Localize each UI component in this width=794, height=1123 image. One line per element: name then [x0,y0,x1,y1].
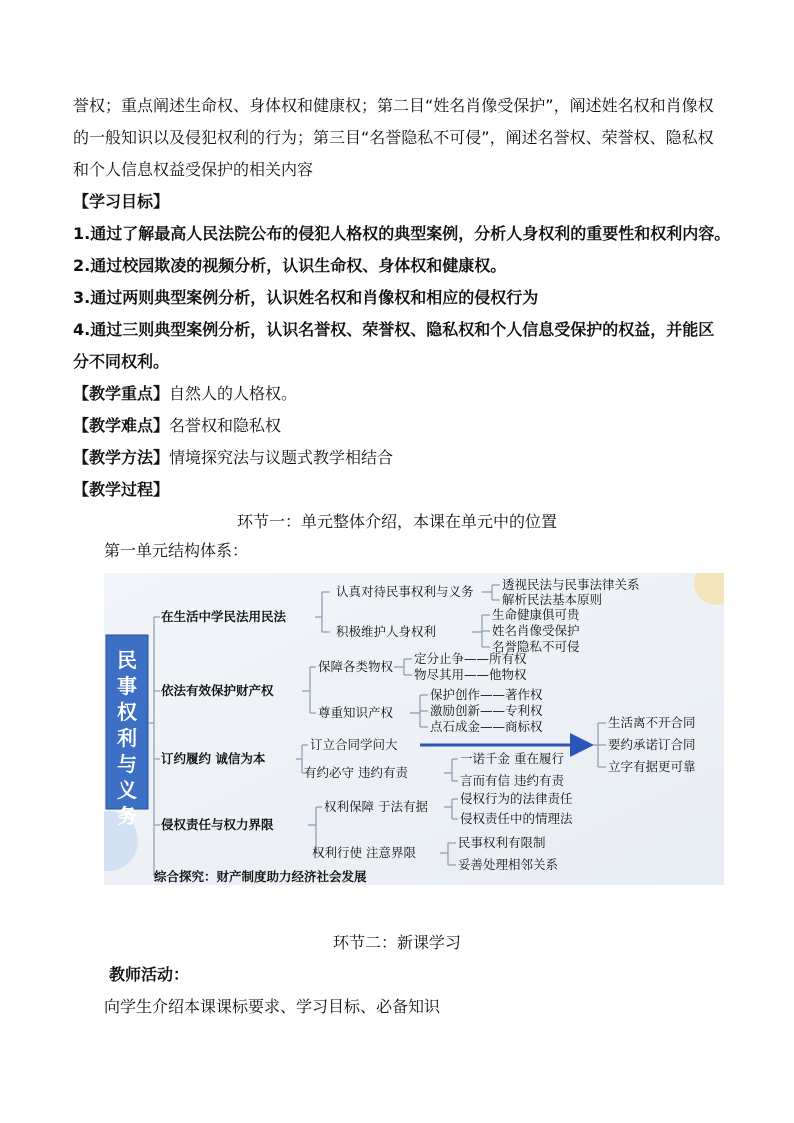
goal-4-line-2: 分不同权利。 [73,352,170,371]
leaf-b1-1a: 透视民法与民事法律关系 [502,577,640,592]
leaf-b3-1c: 立字有据更可靠 [608,759,696,774]
branch-2-label: 依法有效保护财产权 [161,683,274,698]
intro-line-1: 誉权；重点阐述生命权、身体权和健康权；第二目“姓名肖像受保护”，阐述姓名权和肖像权 [73,96,714,115]
difficult-points-value: 名誉权和隐私权 [169,416,282,435]
root-label-char: 民 [117,648,137,672]
branch-1-1-label: 认真对待民事权利与义务 [336,584,474,599]
branch-4-1-label: 权利保障 于法有据 [324,799,428,814]
branch-2-2-label: 尊重知识产权 [318,705,394,720]
unit-structure-diagram [104,573,724,885]
leaf-b2-1b: 物尽其用——他物权 [414,667,527,682]
root-label-char: 事 [117,674,137,698]
goal-4-line-1: 4.通过三则典型案例分析，认识名誉权、荣誉权、隐私权和个人信息受保护的权益，并能区 [73,320,715,339]
intro-line-2: 的一般知识以及侵犯权利的行为；第三目“名誉隐私不可侵”，阐述名誉权、荣誉权、隐私权 [73,128,714,147]
branch-4-2-label: 权利行使 注意界限 [312,845,416,860]
section1-subtitle: 第一单元结构体系： [104,541,249,560]
leaf-b2-2b: 激励创新——专利权 [430,703,543,718]
methods-value: 情境探究法与议题式教学相结合 [169,448,394,467]
key-points-label: 【教学重点】 [73,384,170,403]
section1-title: 环节一：单元整体介绍，本课在单元中的位置 [236,512,557,531]
branch-5-label: 综合探究：财产制度助力经济社会发展 [154,869,367,884]
leaf-b3-1a: 生活离不开合同 [608,715,696,730]
branch-2-1-label: 保障各类物权 [318,659,394,674]
root-label-char: 义 [117,778,137,802]
branch-3-2-label: 有约必守 违约有责 [304,765,408,780]
leaf-b1-2c: 名誉隐私不可侵 [492,639,580,654]
teaching-methods [73,448,393,468]
key-points-value: 自然人的人格权。 [169,384,298,403]
process-heading: 【教学过程】 [73,480,170,499]
leaf-b1-2b: 姓名肖像受保护 [492,623,580,638]
leaf-b4-1a: 侵权行为的法律责任 [460,791,573,806]
difficult-points [73,416,281,436]
goal-1: 1.通过了解最高人民法院公布的侵犯人格权的典型案例，分析人身权利的重要性和权利内容。 [73,224,731,243]
branch-3-1-label: 订立合同学问大 [310,737,398,752]
leaf-b1-2a: 生命健康俱可贵 [492,607,580,622]
leaf-b2-2c: 点石成金——商标权 [430,719,543,734]
difficult-points-label: 【教学难点】 [73,416,170,435]
goal-2: 2.通过校园欺凌的视频分析，认识生命权、身体权和健康权。 [73,256,507,275]
goals-heading: 【学习目标】 [73,192,170,211]
root-label-char: 权 [117,700,137,724]
leaf-b2-2a: 保护创作——著作权 [430,687,543,702]
root-label-char: 务 [117,804,137,828]
key-points [73,384,297,404]
branch-4-label: 侵权责任与权力界限 [161,817,274,832]
leaf-b3-2a: 一诺千金 重在履行 [460,751,564,766]
leaf-b4-1b: 侵权责任中的情理法 [460,811,573,826]
methods-label: 【教学方法】 [73,448,170,467]
root-label-char: 与 [117,752,137,776]
branch-1-label: 在生活中学民法用民法 [161,609,287,624]
goal-3: 3.通过两则典型案例分析，认识姓名权和肖像权和相应的侵权行为 [73,288,539,307]
leaf-b4-2b: 妥善处理相邻关系 [458,857,559,872]
teacher-activity-text: 向学生介绍本课课标要求、学习目标、必备知识 [104,997,441,1016]
root-label [117,648,138,828]
leaf-b2-1a: 定分止争——所有权 [414,651,527,666]
leaf-b1-1b: 解析民法基本原则 [502,592,603,607]
teacher-activity-label: 教师活动： [109,965,190,984]
leaf-b3-1b: 要约承诺订合同 [608,737,696,752]
section2-title: 环节二：新课学习 [332,933,461,952]
leaf-b4-2a: 民事权利有限制 [458,835,546,850]
branch-1-2-label: 积极维护人身权利 [336,624,437,639]
intro-line-3: 和个人信息权益受保护的相关内容 [73,160,314,179]
leaf-b3-2b: 言而有信 违约有责 [460,773,564,788]
branch-3-label: 订约履约 诚信为本 [161,751,266,766]
root-label-char: 利 [117,726,137,750]
